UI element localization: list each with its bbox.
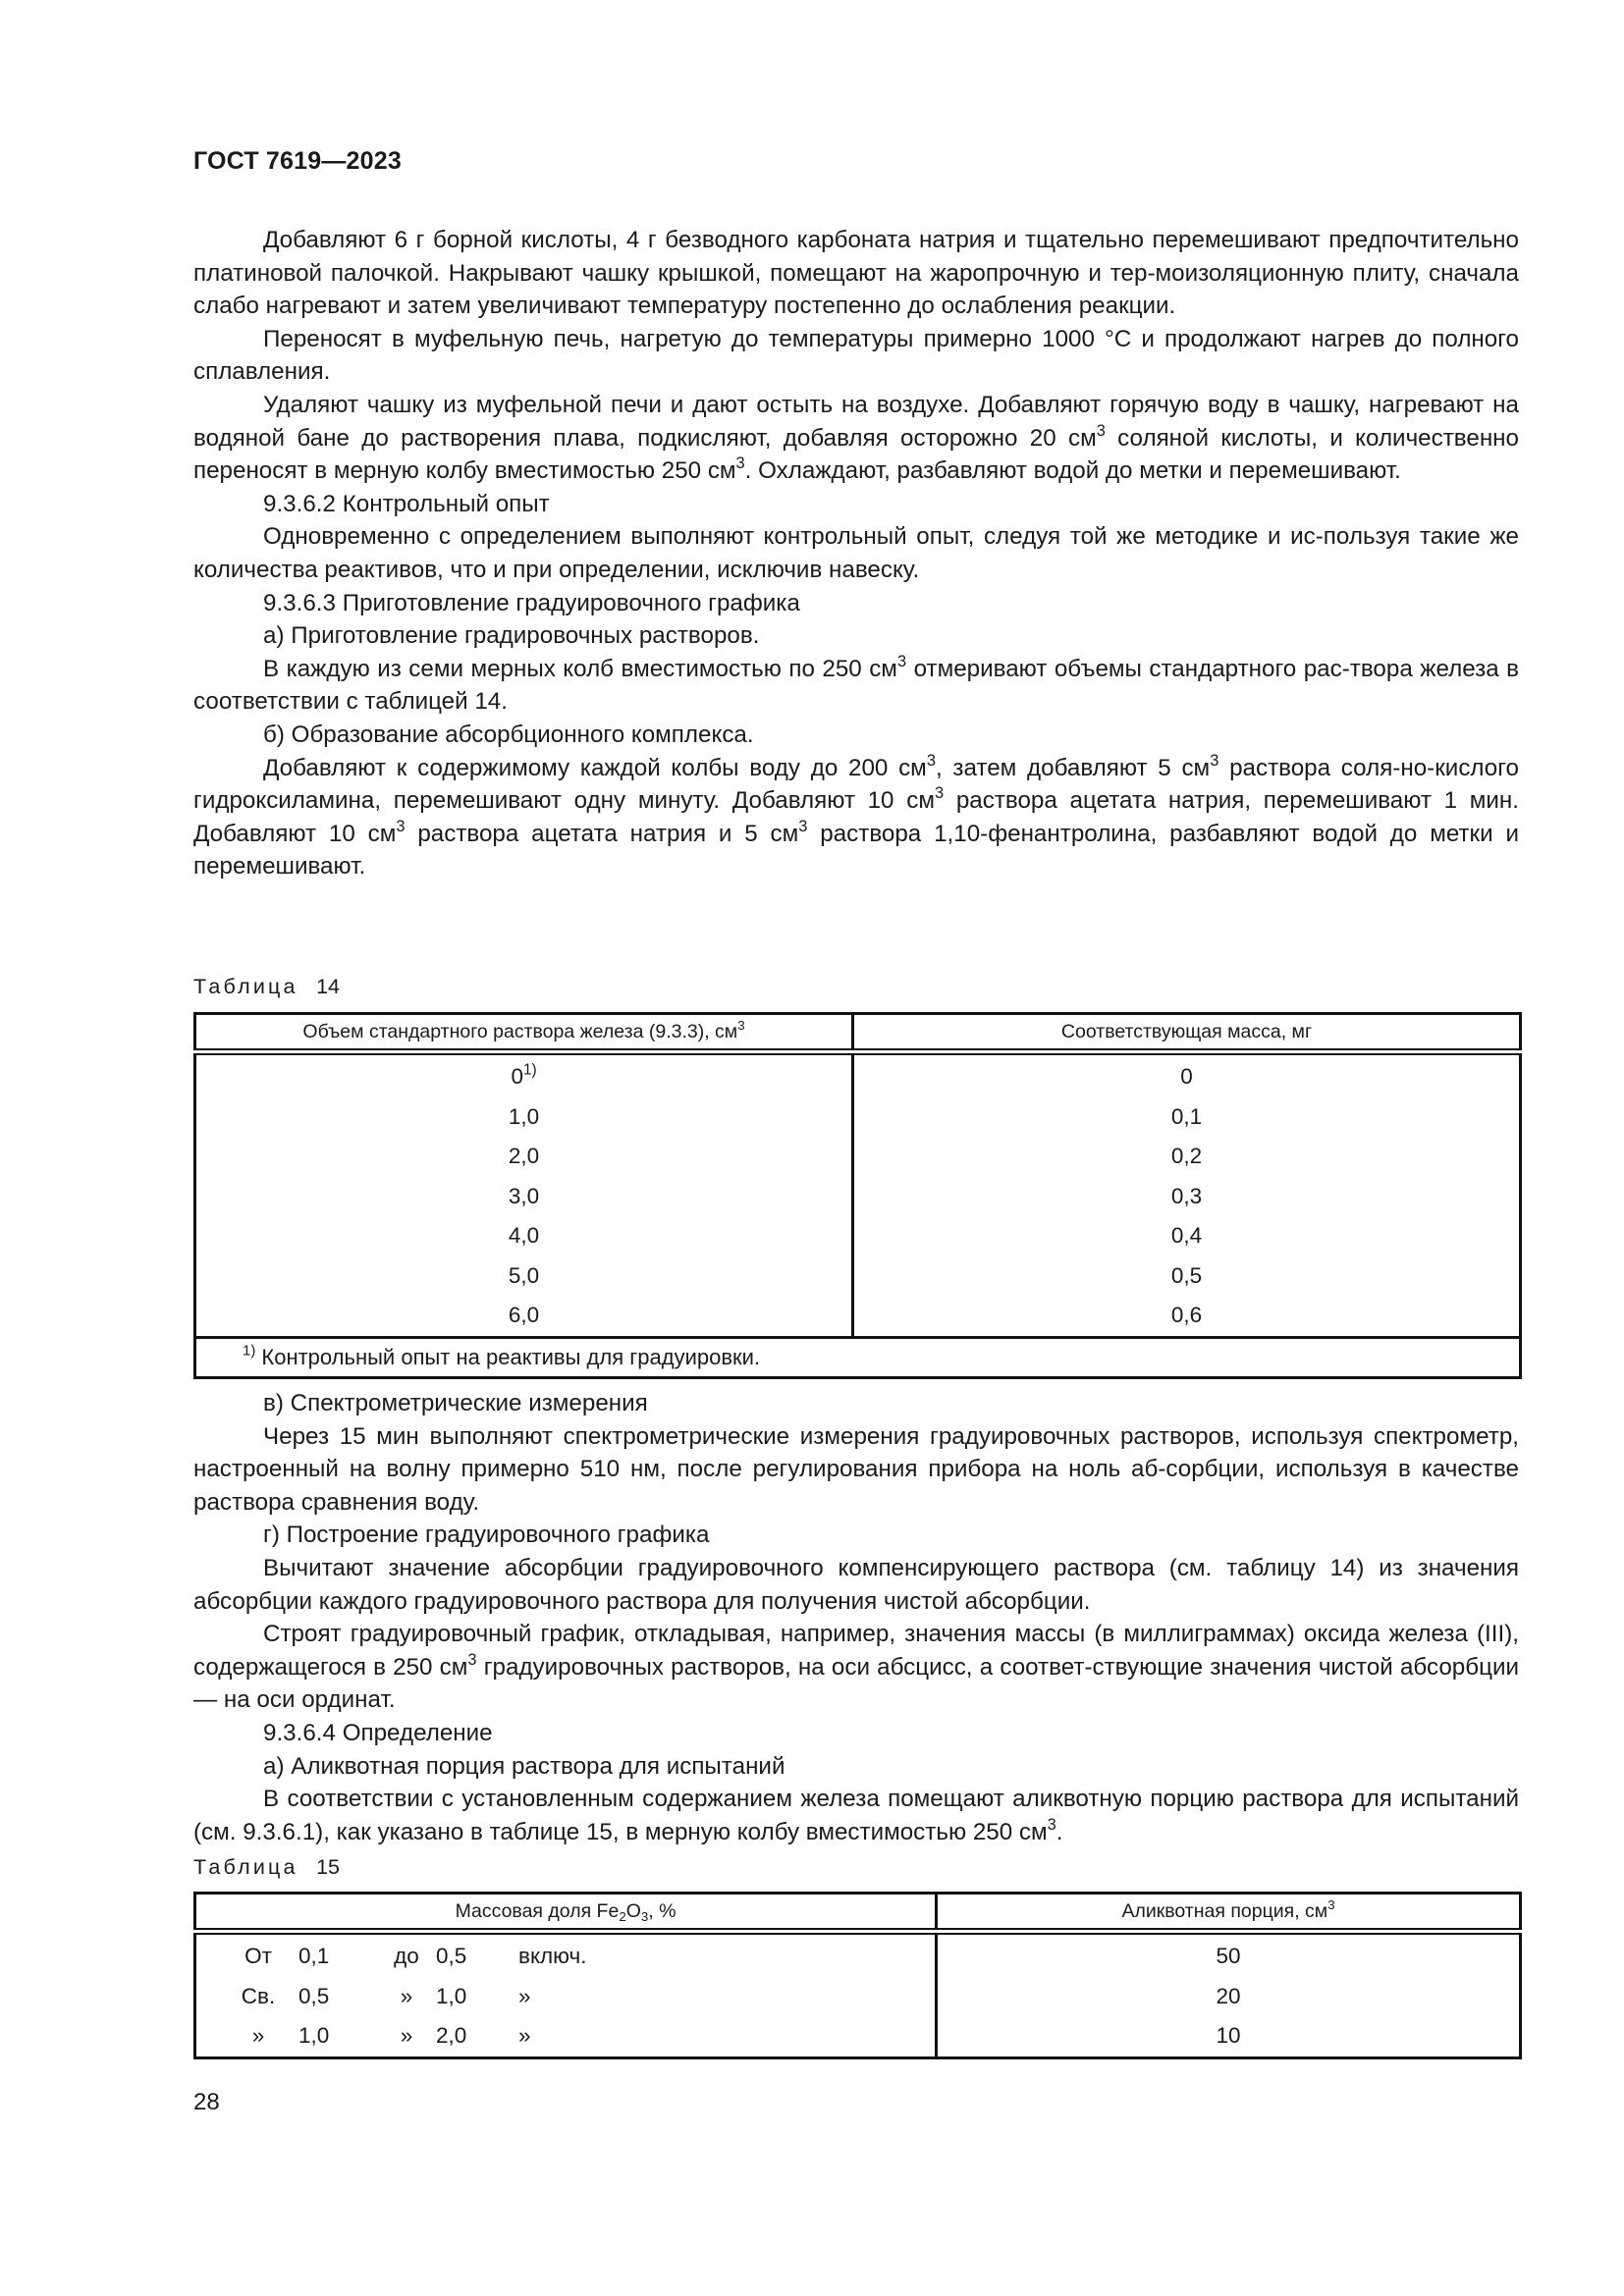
cell-mass: 0,4 — [1170, 1223, 1203, 1249]
paragraph-5: 9.3.6.3 Приготовление градуировочного графика — [263, 589, 800, 616]
header-superscript: 3 — [737, 1017, 745, 1033]
range-part: » — [400, 2023, 413, 2049]
column-header-mass-fraction: Массовая доля $Fe_2O_3$, % — [195, 1894, 937, 1932]
table-caption-number: 15 — [316, 1855, 340, 1879]
cell-aliquot: 50 — [1216, 1944, 1241, 1969]
cell-aliquot: 20 — [1216, 1983, 1241, 2008]
range-part: » — [518, 1983, 531, 2008]
range-part: » — [518, 2023, 531, 2049]
range-part: От — [244, 1944, 272, 1969]
cell-mass: 0,3 — [1170, 1183, 1203, 1208]
table-caption-word: Таблица — [193, 1855, 298, 1879]
paragraph-6: а) Приготовление градировочных растворов. — [263, 622, 760, 650]
header-text: Объем стандартного раствора железа (9.3.3), см — [302, 1020, 738, 1042]
paragraph-8: б) Образование абсорбционного комплекса. — [263, 721, 754, 748]
table-header-row — [195, 1014, 1521, 1052]
cell-mass-fraction-range — [195, 1977, 937, 2017]
column-header-aliquot — [937, 1894, 1521, 1932]
range-part: Св. — [241, 1983, 276, 2008]
cell-aliquot: 10 — [1216, 2023, 1241, 2049]
cell-volume: 3,0 — [195, 1177, 853, 1217]
document-header: ГОСТ 7619—2023 — [193, 147, 402, 175]
table-row — [195, 1932, 1521, 1977]
paragraph-6: а) Аликвотная порция раствора для испытаний — [263, 1752, 785, 1780]
footnote-mark: 1) — [243, 1342, 256, 1360]
table-header-row — [195, 1894, 1521, 1932]
cell-volume: 2,0 — [195, 1137, 853, 1177]
range-part: » — [400, 1983, 413, 2008]
range-part: включ. — [518, 1944, 587, 1969]
paragraph-1: Через 15 мин выполняют спектрометрические измерения градуировочных растворов, используя спектрометр, настроенный на волну примерно 510 нм, после регулирования прибора на ноль аб-сорбции, используя в качестве раствора сравнения воду. — [193, 1422, 1519, 1516]
range-part: 0,5 — [436, 1944, 467, 1969]
range-part: 0,5 — [298, 1983, 330, 2008]
body-text-top — [193, 224, 1519, 883]
paragraph-3: Вычитают значение абсорбции градуировочного компенсирующего раствора (см. таблицу 14) из значения абсорбции каждого градуировочного раствора для получения чистой абсорбции. — [193, 1554, 1519, 1615]
paragraph-0: Добавляют 6 г борной кислоты, 4 г безводного карбоната натрия и тщательно перемешивают предпочтительно платиновой палочкой. Накрывают чашку крышкой, помещают на жаропрочную и тер-моизоляционную плиту, сначала слабо нагревают и затем увеличивают температуру постепенно до ослабления реакции. — [193, 227, 1519, 320]
table-caption-word: Таблица — [193, 975, 298, 998]
cell-volume: 1,0 — [195, 1097, 853, 1138]
table-row — [195, 1256, 1521, 1297]
table-15-caption — [193, 1855, 340, 1880]
table-row — [195, 1097, 1521, 1138]
table-15 — [193, 1892, 1522, 2059]
footnote-text: Контрольный опыт на реактивы для градуировки. — [255, 1344, 761, 1369]
cell-volume: 4,0 — [195, 1216, 853, 1256]
header-text: Аликвотная порция, см — [1121, 1899, 1328, 1922]
paragraph-0: в) Спектрометрические измерения — [263, 1390, 648, 1416]
paragraph-1: Переносят в муфельную печь, нагретую до температуры примерно 1000 °С и продолжают нагрев до полного сплавления. — [193, 325, 1519, 386]
cell-mass: 0,1 — [1170, 1103, 1203, 1129]
table-14-caption — [193, 975, 340, 999]
cell-volume: 5,0 — [195, 1256, 853, 1297]
table-row — [195, 1052, 1521, 1097]
paragraph-3: 9.3.6.2 Контрольный опыт — [263, 490, 550, 517]
table-row — [195, 2016, 1521, 2057]
cell-mass: 0,5 — [1170, 1262, 1203, 1288]
table-footnote — [195, 1337, 1521, 1377]
range-part: 1,0 — [298, 2023, 330, 2049]
cell-mass-fraction-range — [195, 1932, 937, 1977]
body-text-middle — [193, 1387, 1519, 1848]
cell-mass: 0,6 — [1170, 1303, 1203, 1328]
table-footnote-row — [195, 1337, 1521, 1377]
table-row — [195, 1216, 1521, 1256]
cell-volume: 0$^{1)}$ — [195, 1052, 853, 1097]
paragraph-4: Строят градуировочный график, откладывая, например, значения массы (в миллиграммах) оксида железа (III), содержащегося в 250 $см^3$ градуировочных растворов, на оси абсцисс, а соответ-ствующие значения чистой абсорбции — на оси ординат. — [193, 1621, 1519, 1714]
column-header-mass: Соответствующая масса, мг — [853, 1014, 1521, 1052]
header-superscript: 3 — [1327, 1896, 1335, 1912]
column-header-volume — [195, 1014, 853, 1052]
paragraph-9: Добавляют к содержимому каждой колбы воду до 200 $см^3$, затем добавляют 5 $см^3$ раствора соля-но-кислого гидроксиламина, перемешивают одну минуту. Добавляют 10 $см^3$ раствора ацетата натрия, перемешивают 1 мин. Добавляют 10 $см^3$ раствора ацетата натрия и 5 $см^3$ раствора 1,10-фенантролина, разбавляют водой до метки и перемешивают. — [193, 751, 1519, 881]
paragraph-7: В соответствии с установленным содержанием железа помещают аликвотную порцию раствора для испытаний (см. 9.3.6.1), как указано в таблице 15, в мерную колбу вместимостью 250 $см^3$. — [193, 1786, 1519, 1845]
paragraph-5: 9.3.6.4 Определение — [263, 1719, 493, 1746]
cell-volume: 6,0 — [195, 1296, 853, 1337]
range-part: » — [251, 2023, 265, 2049]
cell-mass: 0 — [1180, 1064, 1193, 1090]
table-row — [195, 1296, 1521, 1337]
range-part: 1,0 — [436, 1983, 467, 2008]
range-part: 2,0 — [436, 2023, 467, 2049]
table-row — [195, 1977, 1521, 2017]
cell-mass: 0,2 — [1170, 1144, 1203, 1169]
cell-mass-fraction-range — [195, 2016, 937, 2057]
page-number: 28 — [193, 2089, 220, 2115]
paragraph-2: Удаляют чашку из муфельной печи и дают остыть на воздухе. Добавляют горячую воду в чашку, нагревают на водяной бане до растворения плава, подкисляют, добавляя осторожно 20 $см^3$ соляной кислоты, и количественно переносят в мерную колбу вместимостью 250 $см^3$. Охлаждают, разбавляют водой до метки и перемешивают. — [193, 391, 1519, 485]
range-part: 0,1 — [298, 1944, 330, 1969]
paragraph-4: Одновременно с определением выполняют контрольный опыт, следуя той же методике и ис-пользуя такие же количества реактивов, что и при определении, исключив навеску. — [193, 523, 1519, 583]
table-14 — [193, 1012, 1522, 1379]
paragraph-7: В каждую из семи мерных колб вместимостью по 250 $см^3$ отмеривают объемы стандартного рас-твора железа в соответствии с таблицей 14. — [193, 652, 1519, 716]
paragraph-2: г) Построение градуировочного графика — [263, 1522, 710, 1549]
range-part: до — [394, 1944, 419, 1969]
table-row — [195, 1177, 1521, 1217]
table-row — [195, 1137, 1521, 1177]
table-caption-number: 14 — [316, 975, 340, 998]
